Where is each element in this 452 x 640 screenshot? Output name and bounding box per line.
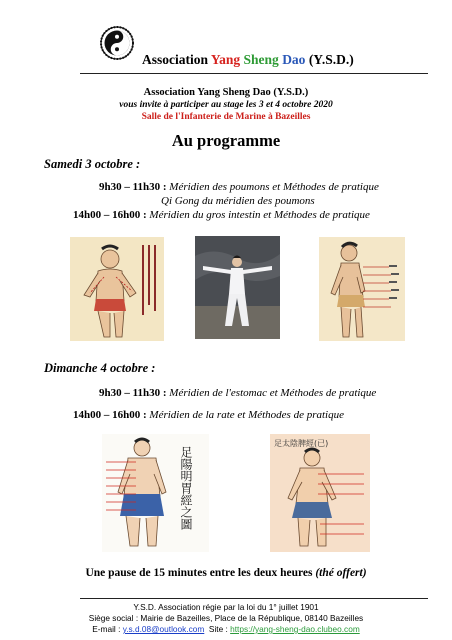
day-sunday: Dimanche 4 octobre : bbox=[44, 361, 156, 375]
program-title: Au programme bbox=[171, 131, 281, 150]
invitation-org: Association Yang Sheng Dao (Y.S.D.) bbox=[143, 87, 309, 98]
lung-meridian-illustration bbox=[70, 237, 164, 341]
website-link[interactable]: https://yang-sheng-dao.clubeo.com bbox=[230, 624, 360, 634]
session-row: 9h30 – 11h30 : Méridien de l'estomac et Méthodes de pratique bbox=[99, 387, 377, 399]
day-saturday: Samedi 3 octobre : bbox=[44, 157, 141, 171]
session-row: 14h00 – 16h00 : Méridien du gros intestin et Méthodes de pratique bbox=[73, 209, 370, 221]
spleen-meridian-illustration bbox=[270, 434, 370, 552]
invitation-text: vous invite à participer au stage les 3 et 4 octobre 2020 bbox=[119, 100, 333, 110]
session-row: 14h00 – 16h00 : Méridien de la rate et Méthodes de pratique bbox=[73, 409, 344, 421]
organization-title: Association Yang Sheng Dao (Y.S.D.) bbox=[142, 52, 354, 67]
footer-contact: E-mail : y.s.d.08@outlook.com Site : https://yang-sheng-dao.clubeo.com bbox=[92, 624, 360, 634]
footer-divider bbox=[80, 598, 428, 599]
pause-note: Une pause de 15 minutes entre les deux heures (thé offert) bbox=[85, 567, 367, 579]
qigong-practitioner-photo bbox=[195, 236, 280, 339]
session-row: Qi Gong du méridien des poumons bbox=[161, 195, 315, 207]
stomach-meridian-illustration bbox=[102, 434, 209, 552]
session-row: 9h30 – 11h30 : Méridien des poumons et Méthodes de pratique bbox=[99, 181, 379, 193]
email-link[interactable]: y.s.d.08@outlook.com bbox=[122, 624, 205, 634]
footer-address: Siège social : Mairie de Bazeilles, Place de la République, 08140 Bazeilles bbox=[88, 613, 364, 623]
footer-legal: Y.S.D. Association régie par la loi du 1° juillet 1901 bbox=[133, 602, 319, 612]
yin-yang-logo bbox=[100, 26, 134, 60]
header-divider bbox=[80, 73, 428, 74]
stomach-chart-caption: 足陽明胃經之圖 bbox=[179, 446, 193, 530]
large-intestine-meridian-illustration bbox=[319, 237, 405, 341]
spleen-chart-caption: 足太陰脾經(已) bbox=[274, 439, 329, 448]
invitation-place: Salle de l'Infanterie de Marine à Bazeilles bbox=[141, 112, 311, 122]
